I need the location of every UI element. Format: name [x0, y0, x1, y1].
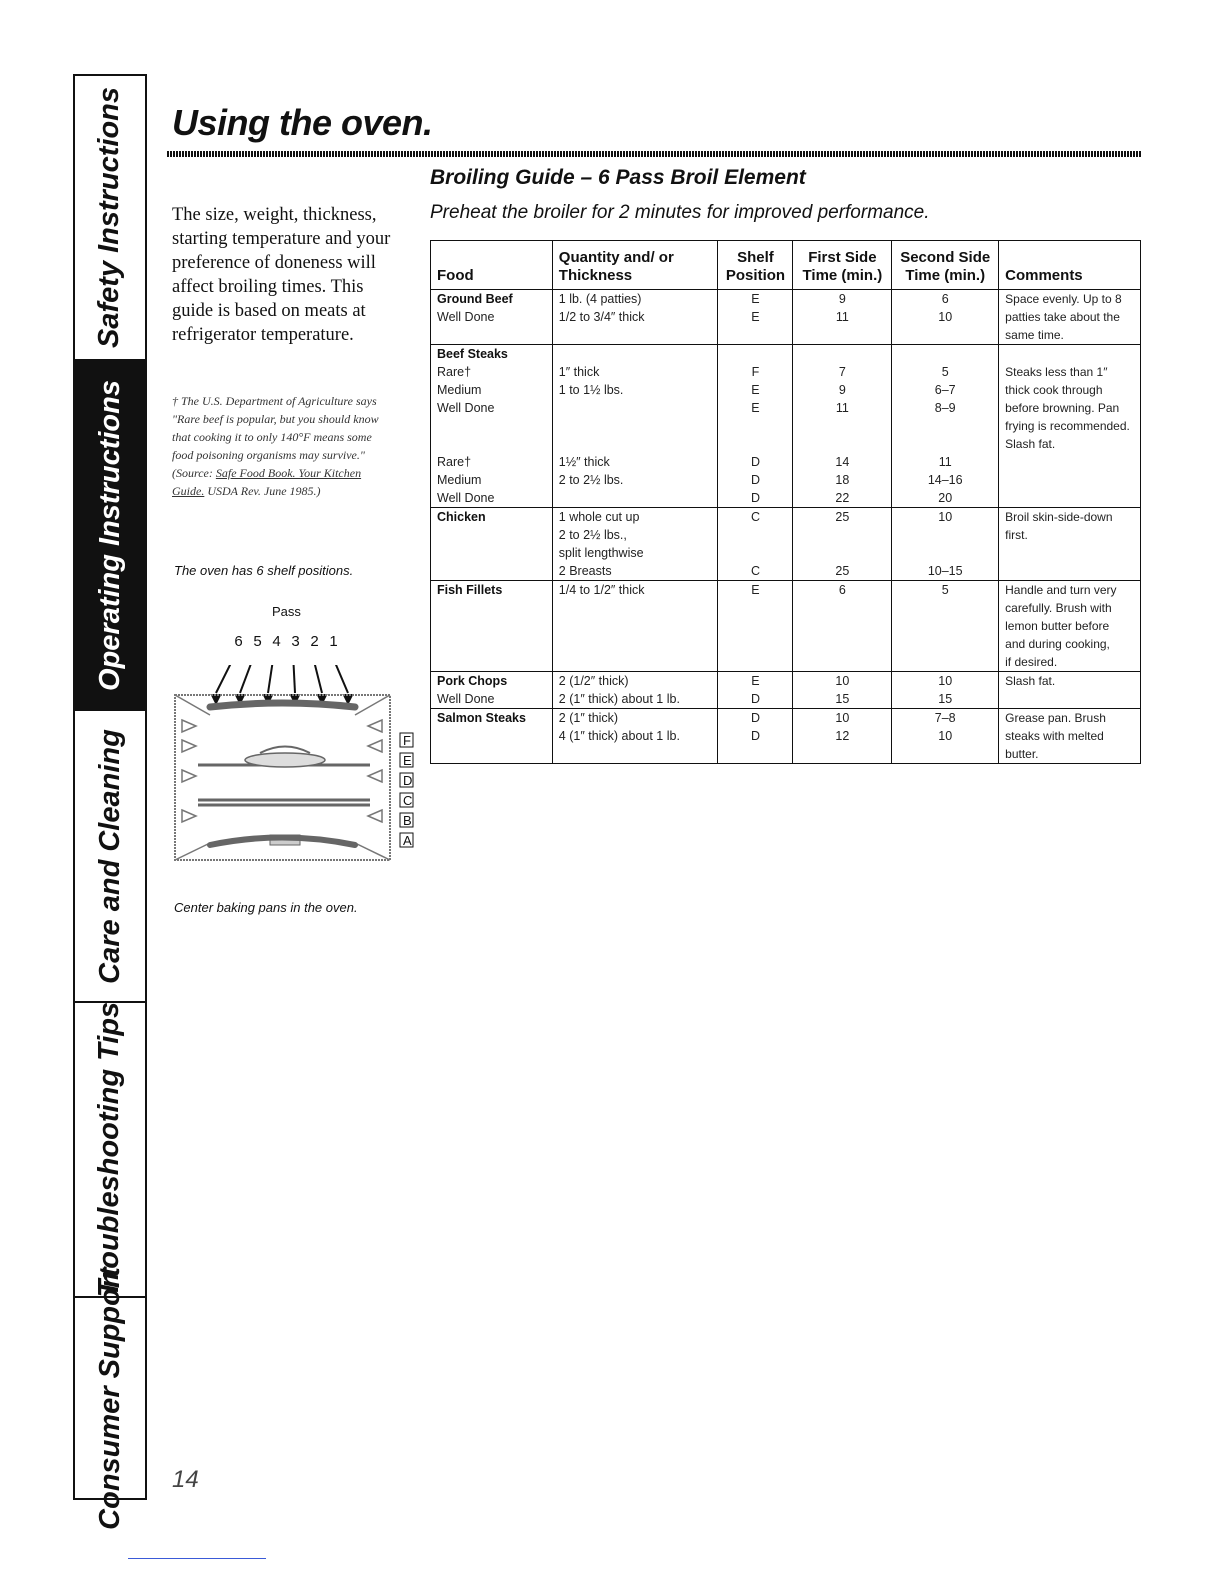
tab-operating-instructions[interactable]	[75, 361, 145, 711]
comments-cell: Grease pan. Brush	[999, 709, 1141, 728]
footnote-text: † The U.S. Department of Agriculture says "Rare beef is popular, but you should know that cooking it to only 140°F means some food poisoning organisms may survive." (Source:	[172, 394, 379, 480]
first-side-cell: 14	[793, 453, 892, 471]
quantity-cell	[552, 326, 718, 345]
shelf-cell	[718, 326, 793, 345]
second-side-cell	[892, 417, 999, 435]
table-row	[431, 562, 1141, 581]
table-row	[431, 308, 1141, 326]
food-name: Fish Fillets	[437, 583, 503, 597]
first-side-cell	[793, 435, 892, 453]
second-side-cell	[892, 345, 999, 364]
tab-troubleshooting-tips[interactable]	[75, 1003, 145, 1298]
quantity-cell: split lengthwise	[552, 544, 718, 562]
shelf-cell: C	[718, 562, 793, 581]
second-side-cell	[892, 617, 999, 635]
second-side-cell	[892, 435, 999, 453]
food-cell: Medium	[431, 471, 553, 489]
comments-cell	[999, 345, 1141, 364]
table-row	[431, 690, 1141, 709]
first-side-cell	[793, 526, 892, 544]
second-side-cell: 8–9	[892, 399, 999, 417]
quantity-cell: 1 to 1½ lbs.	[552, 381, 718, 399]
comments-cell: butter.	[999, 745, 1141, 764]
second-side-cell: 14–16	[892, 471, 999, 489]
shelf-cell	[718, 526, 793, 544]
food-cell: Medium	[431, 381, 553, 399]
pass-number: 4	[272, 633, 281, 650]
shelf-cell	[718, 417, 793, 435]
shelf-cell: E	[718, 308, 793, 326]
shelf-cell: E	[718, 581, 793, 600]
first-side-cell	[793, 326, 892, 345]
pass-number: 2	[310, 633, 319, 650]
food-cell: Rare†	[431, 363, 553, 381]
header-quantity: Quantity and/ or Thickness	[552, 241, 718, 290]
pass-number: 6	[234, 633, 243, 650]
tab-label: Safety Instructions	[93, 86, 126, 349]
shelf-cell: D	[718, 727, 793, 745]
quantity-cell: 1 whole cut up	[552, 508, 718, 527]
tab-label: Care and Cleaning	[93, 728, 126, 984]
shelf-cell: E	[718, 381, 793, 399]
center-pans-caption: Center baking pans in the oven.	[174, 900, 358, 915]
comments-cell	[999, 489, 1141, 508]
shelf-letter: A	[403, 833, 412, 848]
shelf-cell	[718, 745, 793, 764]
first-side-cell: 9	[793, 290, 892, 309]
tab-safety-instructions[interactable]	[75, 76, 145, 361]
food-name: Pork Chops	[437, 674, 508, 688]
quantity-cell: 2 to 2½ lbs.	[552, 471, 718, 489]
comments-cell: Slash fat.	[999, 435, 1141, 453]
page-number: 14	[172, 1466, 199, 1493]
first-side-cell	[793, 617, 892, 635]
food-cell	[431, 435, 553, 453]
table-row	[431, 672, 1141, 691]
table-row	[431, 399, 1141, 417]
broiling-guide-subtitle: Preheat the broiler for 2 minutes for improved performance.	[430, 202, 930, 223]
quantity-cell	[552, 617, 718, 635]
table-row	[431, 745, 1141, 764]
table-row	[431, 489, 1141, 508]
comments-cell: Steaks less than 1″	[999, 363, 1141, 381]
title-rule	[167, 151, 1141, 157]
first-side-cell	[793, 345, 892, 364]
first-side-cell	[793, 599, 892, 617]
shelf-cell	[718, 345, 793, 364]
food-cell	[431, 672, 553, 691]
comments-cell	[999, 690, 1141, 709]
comments-cell	[999, 453, 1141, 471]
shelf-cell	[718, 635, 793, 653]
comments-cell: Handle and turn very	[999, 581, 1141, 600]
quantity-cell	[552, 399, 718, 417]
first-side-cell: 25	[793, 508, 892, 527]
shelf-letter: F	[403, 733, 411, 748]
second-side-cell: 11	[892, 453, 999, 471]
shelf-cell: D	[718, 489, 793, 508]
table-header-row	[431, 241, 1141, 290]
second-side-cell: 15	[892, 690, 999, 709]
shelf-cell	[718, 435, 793, 453]
quantity-cell	[552, 599, 718, 617]
second-side-cell	[892, 653, 999, 672]
quantity-cell: 1″ thick	[552, 363, 718, 381]
broiling-guide-table	[430, 240, 1141, 764]
food-cell: Well Done	[431, 399, 553, 417]
header-food: Food	[431, 241, 553, 290]
food-cell: Well Done	[431, 690, 553, 709]
comments-cell: Space evenly. Up to 8	[999, 290, 1141, 309]
shelf-letter: B	[403, 813, 412, 828]
comments-cell: thick cook through	[999, 381, 1141, 399]
shelf-positions-caption: The oven has 6 shelf positions.	[174, 563, 354, 578]
second-side-cell	[892, 599, 999, 617]
usda-footnote	[172, 392, 392, 500]
shelf-cell: D	[718, 690, 793, 709]
food-cell	[431, 581, 553, 600]
food-cell	[431, 653, 553, 672]
second-side-cell	[892, 544, 999, 562]
comments-cell: lemon butter before	[999, 617, 1141, 635]
shelf-cell: F	[718, 363, 793, 381]
first-side-cell	[793, 745, 892, 764]
page-title: Using the oven.	[172, 102, 433, 143]
second-side-cell: 6–7	[892, 381, 999, 399]
food-cell	[431, 417, 553, 435]
comments-cell: and during cooking,	[999, 635, 1141, 653]
food-cell	[431, 290, 553, 309]
quantity-cell: 2 Breasts	[552, 562, 718, 581]
table-row	[431, 435, 1141, 453]
food-cell	[431, 745, 553, 764]
food-name: Ground Beef	[437, 292, 513, 306]
quantity-cell	[552, 489, 718, 508]
comments-cell: frying is recommended.	[999, 417, 1141, 435]
first-side-cell: 22	[793, 489, 892, 508]
table-row	[431, 617, 1141, 635]
pass-label: Pass	[272, 604, 301, 619]
food-cell	[431, 562, 553, 581]
quantity-cell	[552, 417, 718, 435]
first-side-cell: 9	[793, 381, 892, 399]
shelf-letter: E	[403, 753, 412, 768]
shelf-cell: D	[718, 709, 793, 728]
footnote-source: Safe Food Book. Your Kitchen Guide.	[172, 466, 362, 498]
tab-consumer-support[interactable]	[75, 1266, 145, 1530]
shelf-cell: E	[718, 672, 793, 691]
header-shelf: Shelf Position	[718, 241, 793, 290]
quantity-cell: 2 (1″ thick)	[552, 709, 718, 728]
food-cell	[431, 526, 553, 544]
first-side-cell: 11	[793, 308, 892, 326]
comments-cell	[999, 562, 1141, 581]
tab-label: Operating Instructions	[93, 379, 126, 691]
shelf-letter: D	[403, 773, 413, 788]
quantity-cell: 2 (1″ thick) about 1 lb.	[552, 690, 718, 709]
first-side-cell: 7	[793, 363, 892, 381]
food-cell	[431, 345, 553, 364]
food-cell	[431, 709, 553, 728]
food-cell: Rare†	[431, 453, 553, 471]
food-name: Chicken	[437, 510, 486, 524]
second-side-cell: 5	[892, 581, 999, 600]
table-row	[431, 709, 1141, 728]
first-side-cell: 6	[793, 581, 892, 600]
quantity-cell	[552, 745, 718, 764]
comments-cell: steaks with melted	[999, 727, 1141, 745]
tab-label: Consumer Support	[93, 1266, 126, 1530]
second-side-cell: 5	[892, 363, 999, 381]
table-row	[431, 363, 1141, 381]
header-comments: Comments	[999, 241, 1141, 290]
second-side-cell	[892, 526, 999, 544]
table-row	[431, 599, 1141, 617]
food-cell	[431, 635, 553, 653]
second-side-cell: 10	[892, 508, 999, 527]
shelf-cell	[718, 617, 793, 635]
comments-cell: Slash fat.	[999, 672, 1141, 691]
shelf-cell: D	[718, 453, 793, 471]
second-side-cell: 10–15	[892, 562, 999, 581]
first-side-cell	[793, 544, 892, 562]
table-row	[431, 381, 1141, 399]
shelf-cell: E	[718, 290, 793, 309]
food-cell	[431, 326, 553, 345]
pass-number: 5	[253, 633, 262, 650]
first-side-cell: 10	[793, 672, 892, 691]
table-row	[431, 526, 1141, 544]
table-row	[431, 345, 1141, 364]
quantity-cell: 1/2 to 3/4″ thick	[552, 308, 718, 326]
food-cell	[431, 544, 553, 562]
footer-line	[128, 1558, 266, 1559]
shelf-cell	[718, 653, 793, 672]
header-second-side: Second Side Time (min.)	[892, 241, 999, 290]
first-side-cell: 25	[793, 562, 892, 581]
first-side-cell: 11	[793, 399, 892, 417]
first-side-cell: 15	[793, 690, 892, 709]
food-cell	[431, 599, 553, 617]
shelf-cell: E	[718, 399, 793, 417]
comments-cell	[999, 544, 1141, 562]
food-name: Beef Steaks	[437, 347, 508, 361]
second-side-cell: 10	[892, 727, 999, 745]
first-side-cell	[793, 417, 892, 435]
pass-number: 1	[329, 633, 338, 650]
quantity-cell: 1 lb. (4 patties)	[552, 290, 718, 309]
table-row	[431, 471, 1141, 489]
table-row	[431, 727, 1141, 745]
table-row	[431, 290, 1141, 309]
table-row	[431, 453, 1141, 471]
section-tabs	[73, 74, 147, 1530]
first-side-cell: 10	[793, 709, 892, 728]
comments-cell: Broil skin-side-down	[999, 508, 1141, 527]
shelf-letter: C	[403, 793, 413, 808]
second-side-cell	[892, 326, 999, 345]
quantity-cell: 1½″ thick	[552, 453, 718, 471]
pass-number: 3	[291, 633, 300, 650]
broiling-guide-title: Broiling Guide – 6 Pass Broil Element	[430, 166, 806, 189]
comments-cell: carefully. Brush with	[999, 599, 1141, 617]
comments-cell: first.	[999, 526, 1141, 544]
second-side-cell: 7–8	[892, 709, 999, 728]
oven-diagram	[170, 665, 425, 865]
second-side-cell: 10	[892, 672, 999, 691]
intro-paragraph: The size, weight, thickness, starting temperature and your preference of doneness will affect broiling times. This guide is based on meats at refrigerator temperature.	[172, 205, 391, 345]
quantity-cell: 2 (1/2″ thick)	[552, 672, 718, 691]
food-cell: Well Done	[431, 489, 553, 508]
first-side-cell: 18	[793, 471, 892, 489]
shelf-cell: D	[718, 471, 793, 489]
quantity-cell	[552, 635, 718, 653]
shelf-cell	[718, 544, 793, 562]
first-side-cell	[793, 635, 892, 653]
table-row	[431, 417, 1141, 435]
footnote-text-end: USDA Rev. June 1985.)	[204, 484, 321, 498]
food-name: Salmon Steaks	[437, 711, 526, 725]
comments-cell: if desired.	[999, 653, 1141, 672]
comments-cell: before browning. Pan	[999, 399, 1141, 417]
quantity-cell: 1/4 to 1/2″ thick	[552, 581, 718, 600]
shelf-cell: C	[718, 508, 793, 527]
second-side-cell: 10	[892, 308, 999, 326]
second-side-cell: 6	[892, 290, 999, 309]
table-row	[431, 508, 1141, 527]
food-cell: Well Done	[431, 308, 553, 326]
shelf-cell	[718, 599, 793, 617]
first-side-cell: 12	[793, 727, 892, 745]
tab-label: Troubleshooting Tips	[93, 1001, 126, 1298]
comments-cell: patties take about the	[999, 308, 1141, 326]
quantity-cell: 2 to 2½ lbs.,	[552, 526, 718, 544]
table-row	[431, 581, 1141, 600]
pass-numbers	[229, 633, 343, 650]
first-side-cell	[793, 653, 892, 672]
second-side-cell	[892, 745, 999, 764]
quantity-cell	[552, 345, 718, 364]
food-cell	[431, 617, 553, 635]
tab-care-and-cleaning[interactable]	[75, 711, 145, 1003]
table-row	[431, 653, 1141, 672]
table-row	[431, 544, 1141, 562]
header-first-side: First Side Time (min.)	[793, 241, 892, 290]
table-row	[431, 635, 1141, 653]
second-side-cell	[892, 635, 999, 653]
comments-cell: same time.	[999, 326, 1141, 345]
second-side-cell: 20	[892, 489, 999, 508]
quantity-cell	[552, 653, 718, 672]
table-row	[431, 326, 1141, 345]
food-cell	[431, 508, 553, 527]
comments-cell	[999, 471, 1141, 489]
quantity-cell	[552, 435, 718, 453]
food-cell	[431, 727, 553, 745]
quantity-cell: 4 (1″ thick) about 1 lb.	[552, 727, 718, 745]
